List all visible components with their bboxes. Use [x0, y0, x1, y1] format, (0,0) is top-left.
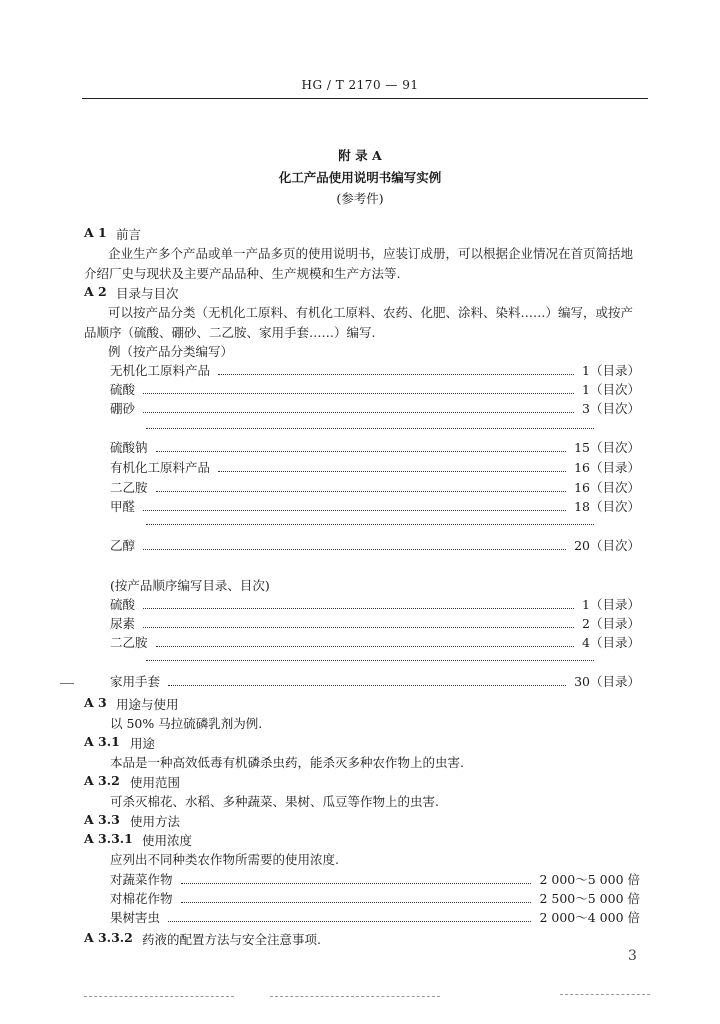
appendix-subtitle: (参考件) — [336, 191, 384, 206]
dosage-crop: 对棉花作物 — [110, 891, 173, 906]
toc-entry-name: 无机化工原料产品 — [110, 363, 211, 378]
example1-label: 例（按产品分类编写） — [108, 344, 234, 359]
leader-dots — [168, 685, 566, 686]
toc-entry-page: 4（目录） — [582, 635, 640, 650]
section-a2-number: A 2 — [84, 284, 107, 299]
leader-dots — [143, 393, 574, 394]
toc-entry — [110, 458, 640, 476]
toc-entry-name: 二乙胺 — [110, 635, 148, 650]
toc-entry — [110, 672, 640, 690]
dosage-row — [110, 870, 640, 888]
appendix-title: 化工产品使用说明书编写实例 — [278, 170, 442, 185]
toc-entry-name: 甲醛 — [110, 499, 136, 514]
toc-entry-name: 硫酸 — [110, 382, 136, 397]
toc-entry — [110, 497, 640, 515]
dosage-row — [110, 908, 640, 926]
leader-dots — [181, 883, 532, 884]
toc-entry — [110, 614, 640, 632]
scan-artifact-mark — [60, 683, 74, 684]
leader-dots — [218, 471, 566, 472]
leader-dots — [168, 921, 531, 922]
dosage-value: 2 000～4 000 倍 — [539, 910, 640, 925]
page-number-mark: 3 — [628, 948, 637, 964]
ellipsis-dot-row — [146, 524, 594, 525]
scan-artifact-edge — [270, 996, 440, 997]
document-code-header: HG / T 2170 — 91 — [301, 78, 419, 92]
leader-dots — [156, 491, 567, 492]
section-a32-title: 使用范围 — [130, 775, 181, 790]
section-a31-text: 本品是一种高效低毒有机磷杀虫药，能杀灭多种农作物上的虫害. — [110, 755, 464, 770]
dosage-row — [110, 889, 640, 907]
toc-entry-name: 二乙胺 — [110, 480, 148, 495]
section-a3-title: 用途与使用 — [116, 697, 179, 712]
scan-artifact-edge — [560, 994, 650, 995]
toc-entry-page: 1（目录） — [582, 597, 640, 612]
section-a1-title: 前言 — [116, 227, 142, 242]
scan-artifact-edge — [84, 996, 234, 997]
section-a2-para-line1: 可以按产品分类（无机化工原料、有机化工原料、农药、化肥、涂料、染料……）编写，或按产 — [108, 305, 634, 320]
toc-entry-page: 30（目录） — [574, 674, 640, 689]
toc-entry-page: 1（目次） — [582, 382, 640, 397]
toc-entry-page: 16（目录） — [574, 460, 640, 475]
toc-entry-name: 硫酸 — [110, 597, 136, 612]
toc-entry — [110, 361, 640, 379]
section-a1-para-line2: 介绍厂史与现状及主要产品品种、生产规模和生产方法等. — [84, 266, 401, 281]
section-a33-number: A 3.3 — [84, 812, 120, 827]
dosage-crop: 对蔬菜作物 — [110, 872, 173, 887]
section-a1-para-line1: 企业生产多个产品或单一产品多页的使用说明书，应装订成册，可以根据企业情况在首页简括地 — [108, 246, 634, 261]
header-rule — [82, 98, 648, 99]
toc-entry-page: 15（目次） — [574, 440, 640, 455]
leader-dots — [218, 374, 574, 375]
leader-dots — [143, 549, 566, 550]
toc-entry — [110, 438, 640, 456]
ellipsis-dot-row — [146, 428, 594, 429]
leader-dots — [143, 412, 574, 413]
toc-entry — [110, 536, 640, 554]
toc-entry-page: 18（目次） — [574, 499, 640, 514]
appendix-label: 附 录 A — [338, 148, 382, 163]
toc-entry-name: 硼砂 — [110, 401, 136, 416]
section-a331-text: 应列出不同种类农作物所需要的使用浓度. — [110, 852, 339, 867]
toc-entry-name: 家用手套 — [110, 674, 161, 689]
dosage-value: 2 000～5 000 倍 — [539, 872, 640, 887]
section-a332-title: 药液的配置方法与安全注意事项. — [142, 932, 321, 947]
section-a3-number: A 3 — [84, 695, 107, 710]
toc-entry — [110, 399, 640, 417]
section-a32-text: 可杀灭棉花、水稻、多种蔬菜、果树、瓜豆等作物上的虫害. — [110, 794, 439, 809]
example2-label: (按产品顺序编写目录、目次) — [110, 578, 270, 593]
toc-entry — [110, 380, 640, 398]
toc-entry-name: 硫酸钠 — [110, 440, 148, 455]
toc-entry — [110, 595, 640, 613]
leader-dots — [156, 451, 567, 452]
toc-entry-page: 1（目录） — [582, 363, 640, 378]
section-a33-title: 使用方法 — [130, 814, 181, 829]
section-a32-number: A 3.2 — [84, 773, 120, 788]
dosage-value: 2 500～5 000 倍 — [539, 891, 640, 906]
section-a2-title: 目录与目次 — [116, 286, 179, 301]
toc-entry-name: 尿素 — [110, 616, 136, 631]
toc-entry-name: 有机化工原料产品 — [110, 460, 211, 475]
section-a1-number: A 1 — [84, 225, 107, 240]
toc-entry — [110, 633, 640, 651]
section-a331-title: 使用浓度 — [142, 833, 193, 848]
toc-entry-page: 16（目次） — [574, 480, 640, 495]
ellipsis-dot-row — [146, 660, 594, 661]
section-a2-para-line2: 品顺序（硫酸、硼砂、二乙胺、家用手套……）编写. — [84, 325, 376, 340]
toc-entry-page: 3（目次） — [582, 401, 640, 416]
section-a31-title: 用途 — [130, 736, 156, 751]
toc-entry — [110, 478, 640, 496]
dosage-crop: 果树害虫 — [110, 910, 161, 925]
leader-dots — [143, 627, 574, 628]
leader-dots — [181, 902, 532, 903]
leader-dots — [156, 646, 575, 647]
toc-entry-name: 乙醇 — [110, 538, 136, 553]
section-a331-number: A 3.3.1 — [84, 831, 133, 846]
section-a31-number: A 3.1 — [84, 734, 120, 749]
toc-entry-page: 2（目录） — [582, 616, 640, 631]
leader-dots — [143, 510, 566, 511]
section-a3-intro: 以 50% 马拉硫磷乳剂为例. — [110, 716, 263, 731]
leader-dots — [143, 608, 574, 609]
section-a332-number: A 3.3.2 — [84, 930, 133, 945]
toc-entry-page: 20（目次） — [574, 538, 640, 553]
